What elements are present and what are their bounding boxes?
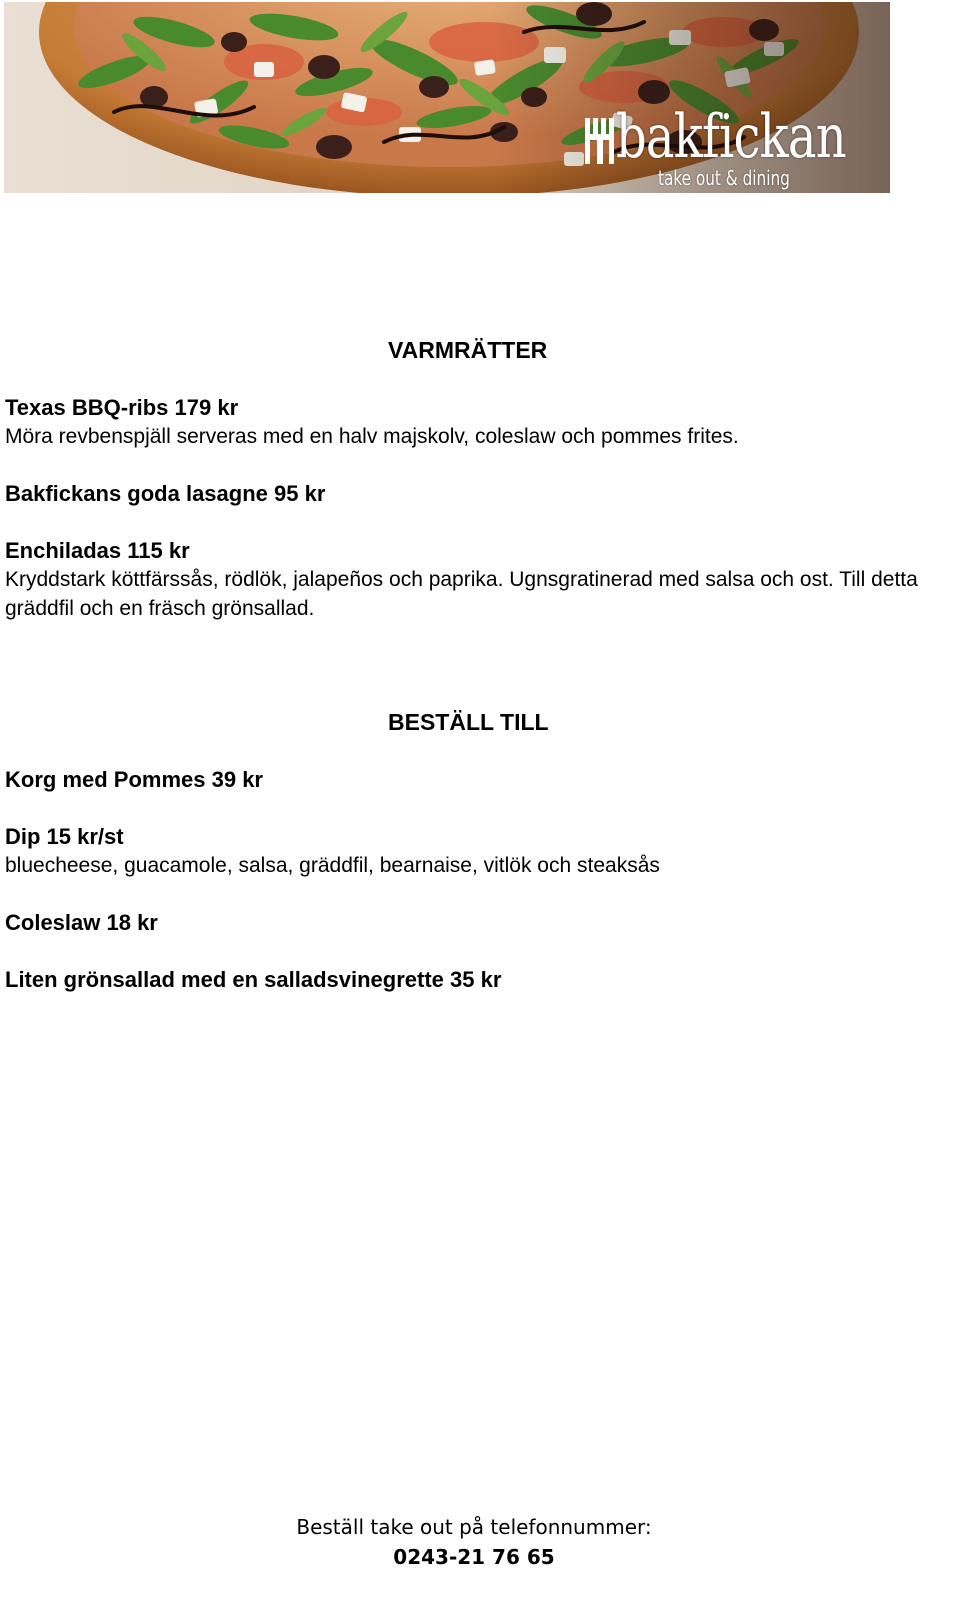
extra-name: Korg med Pommes 39 kr bbox=[5, 767, 263, 792]
brand-tagline: take out & dining bbox=[658, 166, 790, 190]
dish-name: Texas BBQ-ribs 179 kr bbox=[5, 395, 239, 420]
fork-icon bbox=[582, 118, 618, 164]
extra-name: Liten grönsallad med en salladsvinegrette 35 kr bbox=[5, 967, 502, 992]
brand-logo bbox=[582, 102, 882, 192]
header-banner bbox=[4, 2, 890, 193]
footer-order-label: Beställ take out på telefonnummer: bbox=[296, 1515, 652, 1539]
dish-name: Bakfickans goda lasagne 95 kr bbox=[5, 481, 326, 506]
brand-name: bakfickan bbox=[616, 102, 846, 172]
footer-phone-number: 0243-21 76 65 bbox=[393, 1545, 555, 1569]
extra-description: bluecheese, guacamole, salsa, gräddfil, bearnaise, vitlök och steaksås bbox=[5, 854, 660, 877]
extra-name: Dip 15 kr/st bbox=[5, 824, 124, 849]
dish-name: Enchiladas 115 kr bbox=[5, 538, 190, 563]
dish-description: Kryddstark köttfärssås, rödlök, jalapeños och paprika. Ugnsgratinerad med salsa och ost. Till detta gräddfil och en fräsch grönsallad. bbox=[5, 568, 918, 620]
extra-name: Coleslaw 18 kr bbox=[5, 910, 158, 935]
dish-description: Möra revbenspjäll serveras med en halv majskolv, coleslaw och pommes frites. bbox=[5, 425, 739, 448]
section-heading-varmratter: VARMRÄTTER bbox=[388, 337, 548, 363]
section-heading-bestall-till: BESTÄLL TILL bbox=[388, 709, 549, 735]
